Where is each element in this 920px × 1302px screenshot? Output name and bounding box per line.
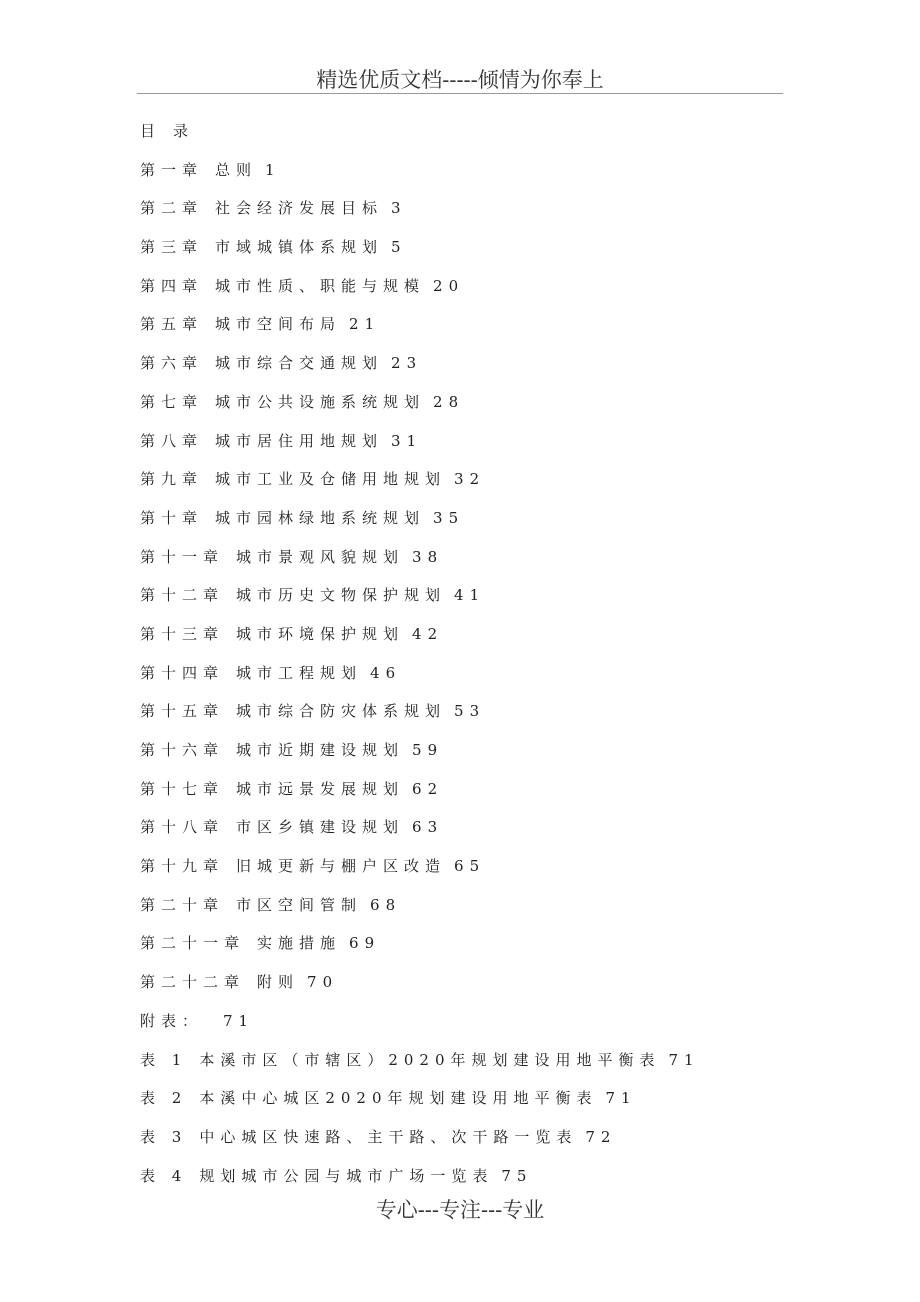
toc-entry-title: 附则: [257, 973, 300, 992]
toc-entry-chapter: 第十九章: [140, 857, 225, 876]
toc-entry-chapter: 附表：: [140, 1011, 204, 1030]
page-footer: 专心---专注---专业: [375, 1198, 545, 1222]
toc-entry[interactable]: [140, 466, 840, 505]
toc-entry-title: 规划城市公园与城市广场一览表: [199, 1166, 494, 1185]
toc-entry-title: 城市居住用地规划: [215, 431, 384, 450]
toc-entry-page-number: 71: [668, 1050, 700, 1069]
toc-entry[interactable]: [140, 892, 840, 931]
toc-entry-chapter: 表 3: [140, 1127, 188, 1146]
toc-entry-page-number: 71: [223, 1011, 255, 1030]
toc-entry-title: 社会经济发展目标: [215, 199, 384, 218]
toc-entry-title: 城市景观风貌规划: [236, 547, 405, 566]
toc-entry[interactable]: [140, 428, 840, 467]
toc-entry-title: 本溪市区（市辖区）2020年规划建设用地平衡表: [199, 1050, 661, 1069]
toc-entry-page-number: 20: [433, 276, 465, 295]
toc-entry[interactable]: [140, 814, 840, 853]
toc-entry-title: 市区乡镇建设规划: [236, 818, 405, 837]
toc-entry-page-number: 65: [454, 857, 486, 876]
toc-entry[interactable]: [140, 1124, 840, 1163]
toc-entry-chapter: 第二十一章: [140, 934, 246, 953]
toc-entry-title: 城市空间布局: [215, 315, 342, 334]
toc-entry-page-number: 28: [433, 392, 465, 411]
toc-entry-chapter: 第十二章: [140, 586, 225, 605]
toc-entry-chapter: 第十四章: [140, 663, 225, 682]
toc-entry[interactable]: [140, 853, 840, 892]
toc-entry-chapter: 第二十二章: [140, 973, 246, 992]
toc-entry-title: 本溪中心城区2020年规划建设用地平衡表: [199, 1089, 598, 1108]
toc-title-char-2: 录: [173, 122, 189, 140]
toc-entry-page-number: 35: [433, 508, 465, 527]
toc-entry-page-number: 46: [370, 663, 402, 682]
toc-entry-page-number: 31: [391, 431, 423, 450]
toc-entry[interactable]: [140, 660, 840, 699]
toc-entry-page-number: 70: [307, 973, 339, 992]
toc-entry[interactable]: [140, 195, 840, 234]
toc-entry-page-number: 63: [412, 818, 444, 837]
toc-entry[interactable]: [140, 157, 840, 196]
toc-entry-title: 旧城更新与棚户区改造: [236, 857, 447, 876]
toc-entry[interactable]: [140, 234, 840, 273]
toc-entry-title: 城市工程规划: [236, 663, 363, 682]
toc-entry-page-number: 3: [391, 199, 407, 218]
toc-entry-chapter: 第十八章: [140, 818, 225, 837]
toc-entry-title: 市域城镇体系规划: [215, 238, 384, 257]
toc-entry-chapter: 第二章: [140, 199, 204, 218]
toc-entry-title: 城市性质、职能与规模: [215, 276, 426, 295]
toc-entry-page-number: 68: [370, 895, 402, 914]
toc-entry[interactable]: [140, 1085, 840, 1124]
toc-entry[interactable]: [140, 505, 840, 544]
toc-entry[interactable]: [140, 1008, 840, 1047]
page-header: 精选优质文档-----倾情为你奉上: [316, 68, 604, 92]
toc-entry-chapter: 第五章: [140, 315, 204, 334]
toc-entry[interactable]: [140, 621, 840, 660]
toc-entry-page-number: 75: [501, 1166, 533, 1185]
toc-entry-title: 城市综合交通规划: [215, 354, 384, 373]
toc-entry[interactable]: [140, 350, 840, 389]
toc-entry-title: 城市园林绿地系统规划: [215, 508, 426, 527]
toc-entry-chapter: 第七章: [140, 392, 204, 411]
toc-entry-chapter: 第十七章: [140, 779, 225, 798]
toc-entry-title: 城市公共设施系统规划: [215, 392, 426, 411]
toc-entry-chapter: 第二十章: [140, 895, 225, 914]
toc-entry[interactable]: [140, 930, 840, 969]
toc-entry-page-number: 53: [454, 702, 486, 721]
toc-entry-chapter: 第十六章: [140, 741, 225, 759]
toc-title-char-1: 目: [140, 122, 156, 140]
toc-entry-title: 城市远景发展规划: [236, 779, 405, 798]
toc-entry-title: 城市历史文物保护规划: [236, 586, 447, 605]
toc-entry-page-number: 42: [412, 624, 444, 643]
toc-entry[interactable]: [140, 311, 840, 350]
toc-title: [140, 118, 840, 157]
header-divider: [137, 93, 783, 94]
toc-entry[interactable]: [140, 698, 840, 737]
toc-entry-title: 市区空间管制: [236, 895, 363, 914]
toc-entry-title: 城市工业及仓储用地规划: [215, 470, 447, 489]
toc-entry-title: 城市综合防灾体系规划: [236, 702, 447, 721]
table-of-contents: [140, 118, 840, 1201]
toc-entry-chapter: 第八章: [140, 431, 204, 450]
toc-entry-page-number: 23: [391, 354, 423, 373]
toc-entry[interactable]: [140, 544, 840, 583]
toc-entry-page-number: 62: [412, 779, 444, 798]
toc-entry-page-number: 38: [412, 547, 444, 566]
toc-entry[interactable]: [140, 737, 840, 776]
toc-entry-chapter: 表 2: [140, 1089, 188, 1108]
toc-entry-chapter: 第一章: [140, 160, 204, 179]
toc-entry-chapter: 第十章: [140, 508, 204, 527]
toc-entry-chapter: 表 4: [140, 1166, 188, 1185]
toc-entry-title: 中心城区快速路、主干路、次干路一览表: [199, 1127, 578, 1146]
toc-entry-title: 总则: [215, 160, 258, 179]
toc-entry[interactable]: [140, 969, 840, 1008]
toc-entry[interactable]: [140, 582, 840, 621]
toc-entry-page-number: 1: [265, 160, 281, 179]
toc-entry-chapter: 第六章: [140, 354, 204, 373]
toc-entry-page-number: 5: [391, 238, 407, 257]
toc-entry[interactable]: [140, 1047, 840, 1086]
toc-entry-page-number: 32: [454, 470, 486, 489]
toc-list: [140, 157, 840, 1202]
toc-entry[interactable]: [140, 273, 840, 312]
toc-entry-title: 城市近期建设规划: [236, 741, 405, 759]
toc-entry-chapter: 第九章: [140, 470, 204, 489]
toc-entry-title: 城市环境保护规划: [236, 624, 405, 643]
toc-entry-page-number: 69: [349, 934, 381, 953]
toc-entry[interactable]: [140, 776, 840, 815]
toc-entry-chapter: 第十五章: [140, 702, 225, 721]
toc-entry-page-number: 71: [605, 1089, 637, 1108]
toc-entry-chapter: 第三章: [140, 238, 204, 257]
toc-entry-page-number: 59: [412, 741, 444, 759]
toc-entry-page-number: 41: [454, 586, 486, 605]
toc-entry-chapter: 第四章: [140, 276, 204, 295]
toc-entry-page-number: 21: [349, 315, 381, 334]
toc-entry-page-number: 72: [585, 1127, 617, 1146]
toc-entry-chapter: 表 1: [140, 1050, 188, 1069]
toc-entry[interactable]: [140, 389, 840, 428]
toc-entry-chapter: 第十三章: [140, 624, 225, 643]
toc-entry-title: 实施措施: [257, 934, 342, 953]
toc-entry-chapter: 第十一章: [140, 547, 225, 566]
